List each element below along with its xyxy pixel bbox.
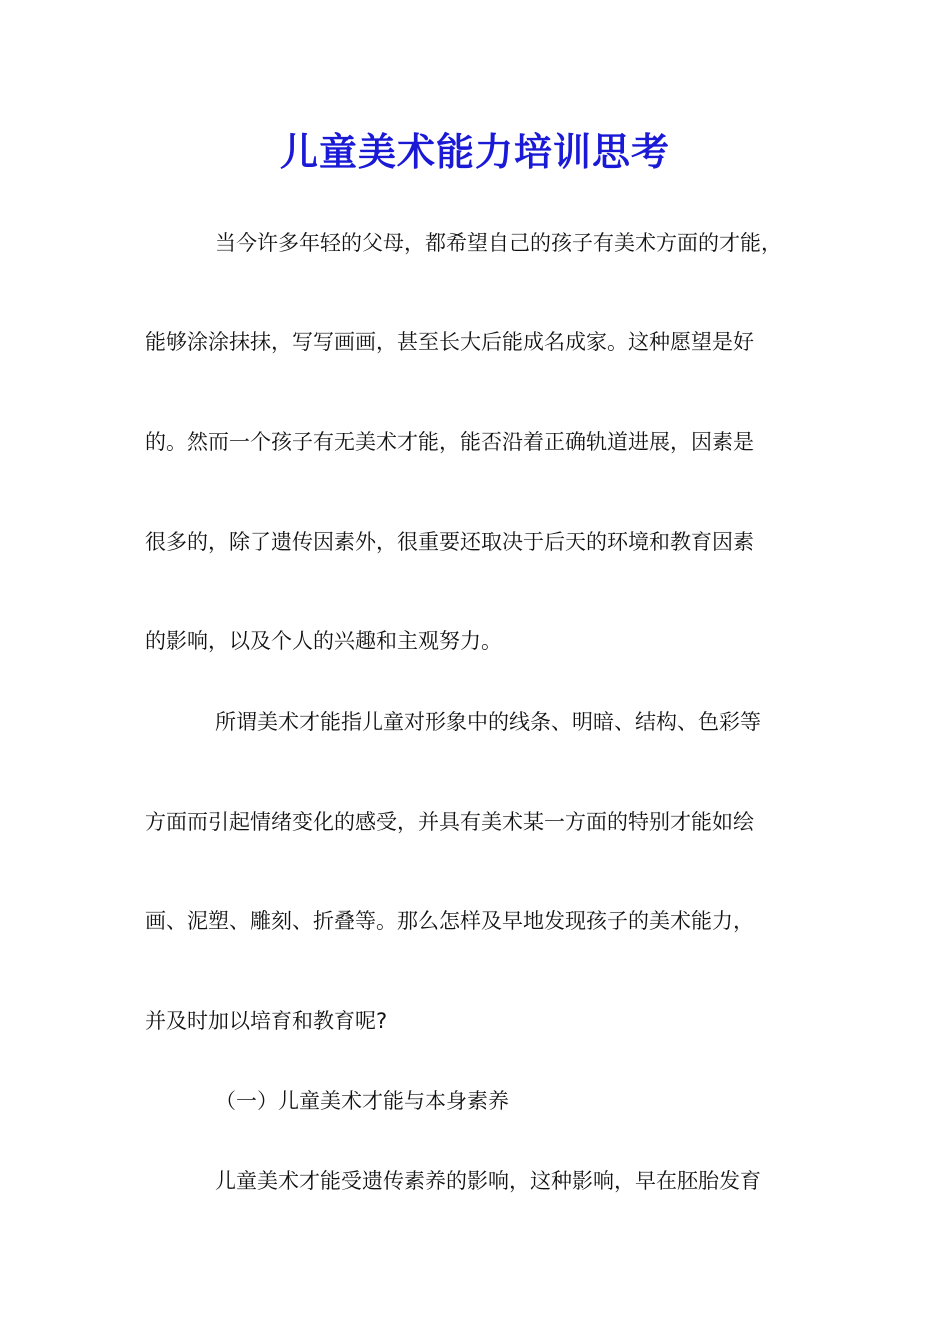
paragraph-line: 的。然而一个孩子有无美术才能，能否沿着正确轨道进展，因素是 xyxy=(145,430,754,454)
section-heading: （一）儿童美术才能与本身素养 xyxy=(215,1089,509,1113)
paragraph-line: 当今许多年轻的父母，都希望自己的孩子有美术方面的才能， xyxy=(215,231,782,255)
paragraph-line: 画、泥塑、雕刻、折叠等。那么怎样及早地发现孩子的美术能力， xyxy=(145,909,754,933)
paragraph-line: 很多的，除了遗传因素外，很重要还取决于后天的环境和教育因素 xyxy=(145,530,754,554)
paragraph-line: 方面而引起情绪变化的感受，并具有美术某一方面的特别才能如绘 xyxy=(145,810,754,834)
paragraph-line: 的影响，以及个人的兴趣和主观努力。 xyxy=(145,629,502,653)
paragraph-line: 儿童美术才能受遗传素养的影响，这种影响，早在胚胎发育 xyxy=(215,1169,761,1193)
paragraph-line: 能够涂涂抹抹，写写画画，甚至长大后能成名成家。这种愿望是好 xyxy=(145,330,754,354)
paragraph-line: 所谓美术才能指儿童对形象中的线条、明暗、结构、色彩等 xyxy=(215,710,761,734)
paragraph-line: 并及时加以培育和教育呢? xyxy=(145,1009,388,1033)
document-title: 儿童美术能力培训思考 xyxy=(279,129,670,174)
